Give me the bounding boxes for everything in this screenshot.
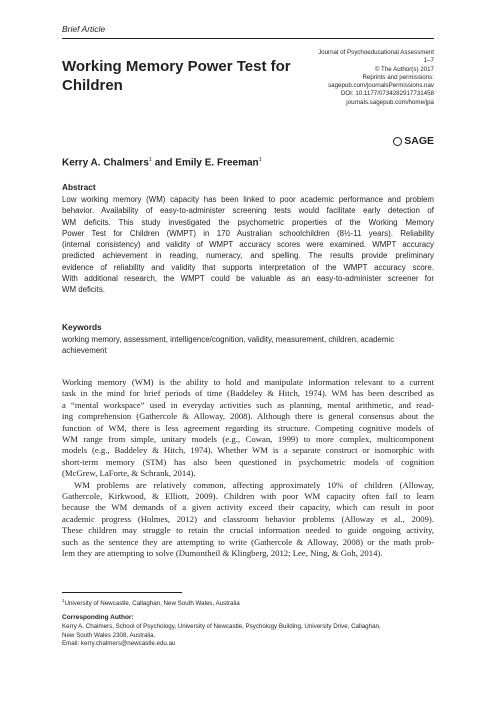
abstract-line: (internal consistency) and validity of WMPT accuracy scores were examined. WMPT accuracy bbox=[62, 240, 434, 250]
affiliation-mark: 1 bbox=[148, 157, 152, 163]
body-line: WM range from simple, unitary models (e.g., Cowan, 1999) to more complex, multicomponent bbox=[62, 434, 434, 445]
affiliation-mark: 1 bbox=[258, 157, 262, 163]
abstract-line: With additional research, the WMPT could be valuable as an easy-to-administer screener for bbox=[62, 274, 434, 284]
title-line: Children bbox=[62, 77, 123, 94]
body-line: lem they are attempting to solve (Dumontheil & Klingberg, 2012; Lee, Ning, & Goh, 2014). bbox=[62, 548, 383, 559]
abstract-line: WM deficits. This study investigated the psychometric properties of the Working Memory bbox=[62, 217, 434, 227]
body-line: WM problems are relatively common, affecting approximately 10% of children (Alloway, bbox=[74, 479, 434, 490]
sage-logo-text: SAGE bbox=[404, 135, 434, 147]
body-line: (McGrew, LaForte, & Schrank, 2014). bbox=[62, 468, 196, 479]
abstract-line: evidence of reliability and validity that supports interpretation of the WMPT accuracy score. bbox=[62, 262, 434, 272]
body-line: such as the sentence they are attempting to write (Gathercole & Alloway, 2008) or the math prob- bbox=[62, 536, 434, 547]
body-line: short-term memory (STM) has also been questioned in psychometric models of cognition bbox=[62, 456, 434, 467]
article-type-label: Brief Article bbox=[62, 24, 106, 34]
keywords-line: working memory, assessment, intelligence/cognition, validity, measurement, children, academic bbox=[62, 335, 395, 344]
author-name: Kerry A. Chalmers bbox=[62, 157, 149, 169]
affiliation-note bbox=[62, 598, 240, 607]
reprints-link[interactable]: sagepub.com/journalsPermissions.nav bbox=[328, 82, 434, 90]
author-separator: and bbox=[151, 157, 176, 169]
body-line: ing comprehension (Gathercole & Alloway, 2008). Although there is general consensus about the bbox=[62, 411, 434, 422]
keywords-text bbox=[62, 334, 434, 357]
keywords-line: achievement bbox=[62, 346, 107, 356]
abstract-text bbox=[62, 194, 434, 296]
body-line: academic progress (Holmes, 2012) and classroom behavior problems (Alloway et al., 2009). bbox=[62, 513, 434, 524]
abstract-heading: Abstract bbox=[62, 182, 96, 192]
body-line: because the WM demands of a given activity exceed their capacity, which can result in poor bbox=[62, 502, 434, 513]
reprints-label: Reprints and permissions: bbox=[362, 73, 434, 81]
abstract-line: predicted achievement in reading, numeracy, and spelling. The results provide preliminary bbox=[62, 251, 434, 261]
abstract-line: WM deficits. bbox=[62, 285, 105, 295]
abstract-line: behavior. Availability of easy-to-administer screening tests would facilitate early detection of bbox=[62, 206, 434, 216]
doi[interactable]: DOI: 10.1177/0734282917731458 bbox=[340, 90, 434, 98]
abstract-line: Low working memory (WM) capacity has been linked to poor academic performance and problem bbox=[62, 195, 434, 204]
body-line: models (e.g., Baddeley & Hitch, 1974). Whether WM is a separate construct or isomorphic with bbox=[62, 445, 434, 456]
journal-name: Journal of Psychoeducational Assessment bbox=[318, 49, 434, 56]
author-list bbox=[62, 157, 262, 168]
affiliation-text: University of Newcastle, Callaghan, New South Wales, Australia bbox=[64, 600, 240, 608]
abstract-line: Power Test for Children (WMPT) in 170 Australian schoolchildren (8½-11 years). Reliability bbox=[62, 228, 434, 238]
corresponding-author-details bbox=[62, 623, 434, 649]
body-line: a “mental workspace” used in everyday activities such as planning, mental arithmetic, and read- bbox=[62, 399, 434, 410]
page-range: 1–7 bbox=[423, 57, 434, 65]
corresponding-line: Kerry A. Chalmers, School of Psychology, University of Newcastle, Psychology Building, University Drive, Callaghan, bbox=[62, 623, 381, 630]
sage-logo-icon bbox=[393, 137, 402, 146]
header-rule bbox=[62, 38, 434, 39]
sage-logo bbox=[393, 135, 434, 147]
title-line: Working Memory Power Test for bbox=[62, 58, 291, 75]
body-line: Working memory (WM) is the ability to hold and manipulate information relevant to a current bbox=[62, 377, 434, 387]
keywords-heading: Keywords bbox=[62, 322, 102, 332]
body-line: function of WM, there is less agreement regarding its structure. Competing cognitive models of bbox=[62, 422, 434, 433]
body-line: These children may struggle to retain the crucial information needed to guide ongoing activity, bbox=[62, 525, 434, 536]
journal-link[interactable]: journals.sagepub.com/home/jpa bbox=[346, 98, 434, 106]
affiliation-mark: 1 bbox=[62, 598, 65, 603]
footnote-rule bbox=[62, 592, 182, 593]
corresponding-author-heading: Corresponding Author: bbox=[62, 614, 134, 621]
copyright: © The Author(s) 2017 bbox=[374, 65, 434, 73]
corresponding-line: New South Wales 2308, Australia. bbox=[62, 631, 156, 639]
body-line: Gathercole, Kirkwood, & Elliott, 2009). Children with poor WM capacity often fail to learn bbox=[62, 491, 434, 502]
author-name: Emily E. Freeman bbox=[175, 157, 259, 169]
corresponding-email[interactable]: Email: kerry.chalmers@newcastle.edu.au bbox=[62, 640, 176, 648]
body-text bbox=[62, 377, 434, 560]
body-line: task in the mind for brief periods of time (Baddeley & Hitch, 1974). WM has been described as bbox=[62, 388, 434, 399]
journal-info bbox=[264, 49, 434, 107]
